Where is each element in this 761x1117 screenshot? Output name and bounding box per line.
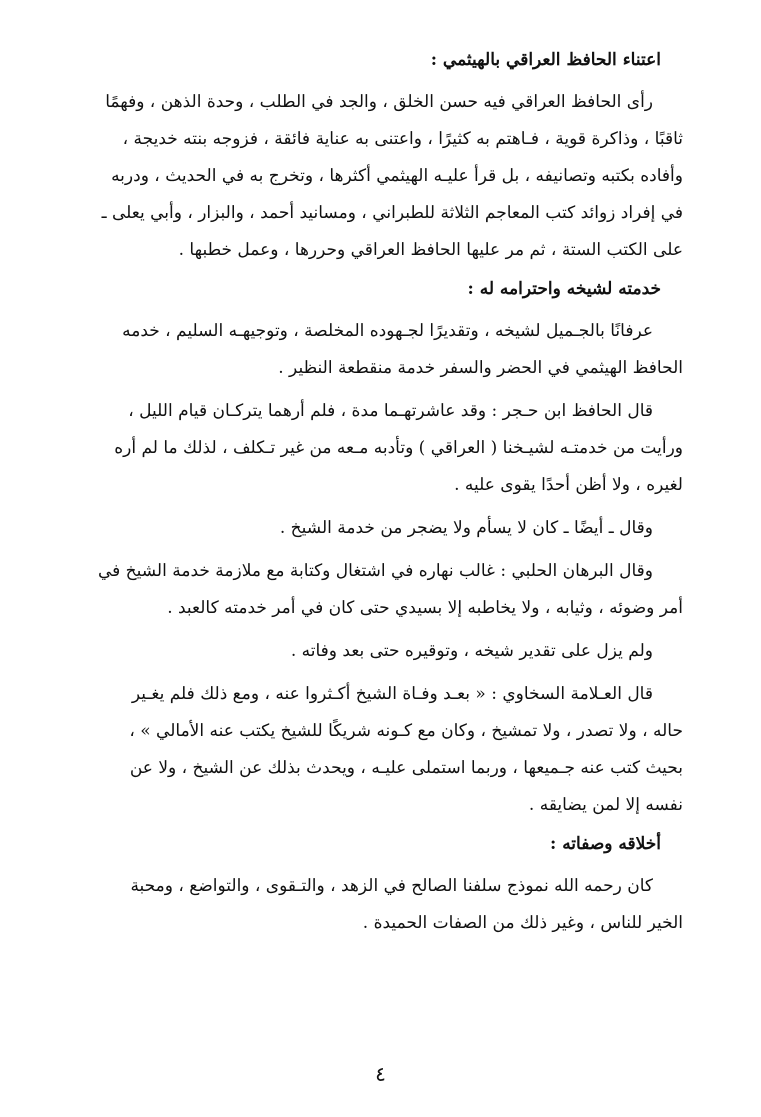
paragraph <box>78 510 683 547</box>
text-line: قال الحافظ ابن حـجر : وقد عاشرتهـما مدة ، فلم أرهما يتركـان قيام الليل ، <box>128 401 653 421</box>
text-line: في إفراد زوائد كتب المعاجم الثلاثة للطبراني ، ومسانيد أحمد ، والبزار ، وأبي يعلى ـ <box>101 203 683 223</box>
text-line: ولم يزل على تقدير شيخه ، وتوقيره حتى بعد وفاته . <box>290 641 653 661</box>
text-line: حاله ، ولا تصدر ، ولا تمشيخ ، وكان مع كـونه شريكًا للشيخ يكتب عنه الأمالي » ، <box>129 721 683 741</box>
paragraph <box>78 84 683 269</box>
paragraph <box>78 553 683 627</box>
paragraph <box>78 313 683 387</box>
text-line: ثاقبًا ، وذاكرة قوية ، فـاهتم به كثيرًا ، واعتنى به عناية فائقة ، فزوجه بنته خديجة ، <box>122 129 683 149</box>
paragraph <box>78 393 683 504</box>
text-line: الحافظ الهيثمي في الحضر والسفر خدمة منقطعة النظير . <box>278 358 683 378</box>
paragraph <box>78 633 683 670</box>
text-line: نفسه إلا لمن يضايقه . <box>528 795 683 815</box>
text-line: وأفاده بكتبه وتصانيفه ، بل قرأ عليـه الهيثمي أكثرها ، وتخرج به في الحديث ، ودربه <box>111 166 683 186</box>
text-line: الخير للناس ، وغير ذلك من الصفات الحميدة . <box>362 913 683 933</box>
text-line: على الكتب الستة ، ثم مر عليها الحافظ العراقي وحررها ، وعمل خطبها . <box>178 240 683 260</box>
text-line: ورأيت من خدمتـه لشيـخنا ( العراقي ) وتأدبه مـعه من غير تـكلف ، لذلك ما لم أره <box>114 438 683 458</box>
paragraph <box>78 676 683 824</box>
paragraph <box>78 868 683 942</box>
text-line: كان رحمه الله نموذج سلفنا الصالح في الزهد ، والتـقوى ، والتواضع ، ومحبة <box>130 876 653 896</box>
section-heading-service: خدمته لشيخه واحترامه له : <box>467 279 661 299</box>
page-content <box>78 46 683 948</box>
page-number: ٤ <box>375 1062 386 1086</box>
section-heading-character: أخلاقه وصفاته : <box>550 834 661 854</box>
text-line: بحيث كتب عنه جـميعها ، وربما استملى عليـه ، ويحدث بذلك عن الشيخ ، ولا عن <box>129 758 683 778</box>
text-line: رأى الحافظ العراقي فيه حسن الخلق ، والجد في الطلب ، وحدة الذهن ، وفهمًا <box>105 92 653 112</box>
section-heading-iraqi-care: اعتناء الحافظ العراقي بالهيثمي : <box>430 50 661 70</box>
text-line: قال العـلامة السخاوي : « بعـد وفـاة الشيخ أكـثروا عنه ، ومع ذلك فلم يغـير <box>131 684 653 704</box>
text-line: وقال البرهان الحلبي : غالب نهاره في اشتغال وكتابة مع ملازمة خدمة الشيخ في <box>97 561 653 581</box>
text-line: وقال ـ أيضًا ـ كان لا يسأم ولا يضجر من خدمة الشيخ . <box>279 518 653 538</box>
text-line: أمر وضوئه ، وثيابه ، ولا يخاطبه إلا بسيدي حتى كان في أمر خدمته كالعبد . <box>167 598 683 618</box>
text-line: عرفانًا بالجـميل لشيخه ، وتقديرًا لجـهوده المخلصة ، وتوجيهـه السليم ، خدمه <box>122 321 653 341</box>
text-line: لغيره ، ولا أظن أحدًا يقوى عليه . <box>454 475 683 495</box>
